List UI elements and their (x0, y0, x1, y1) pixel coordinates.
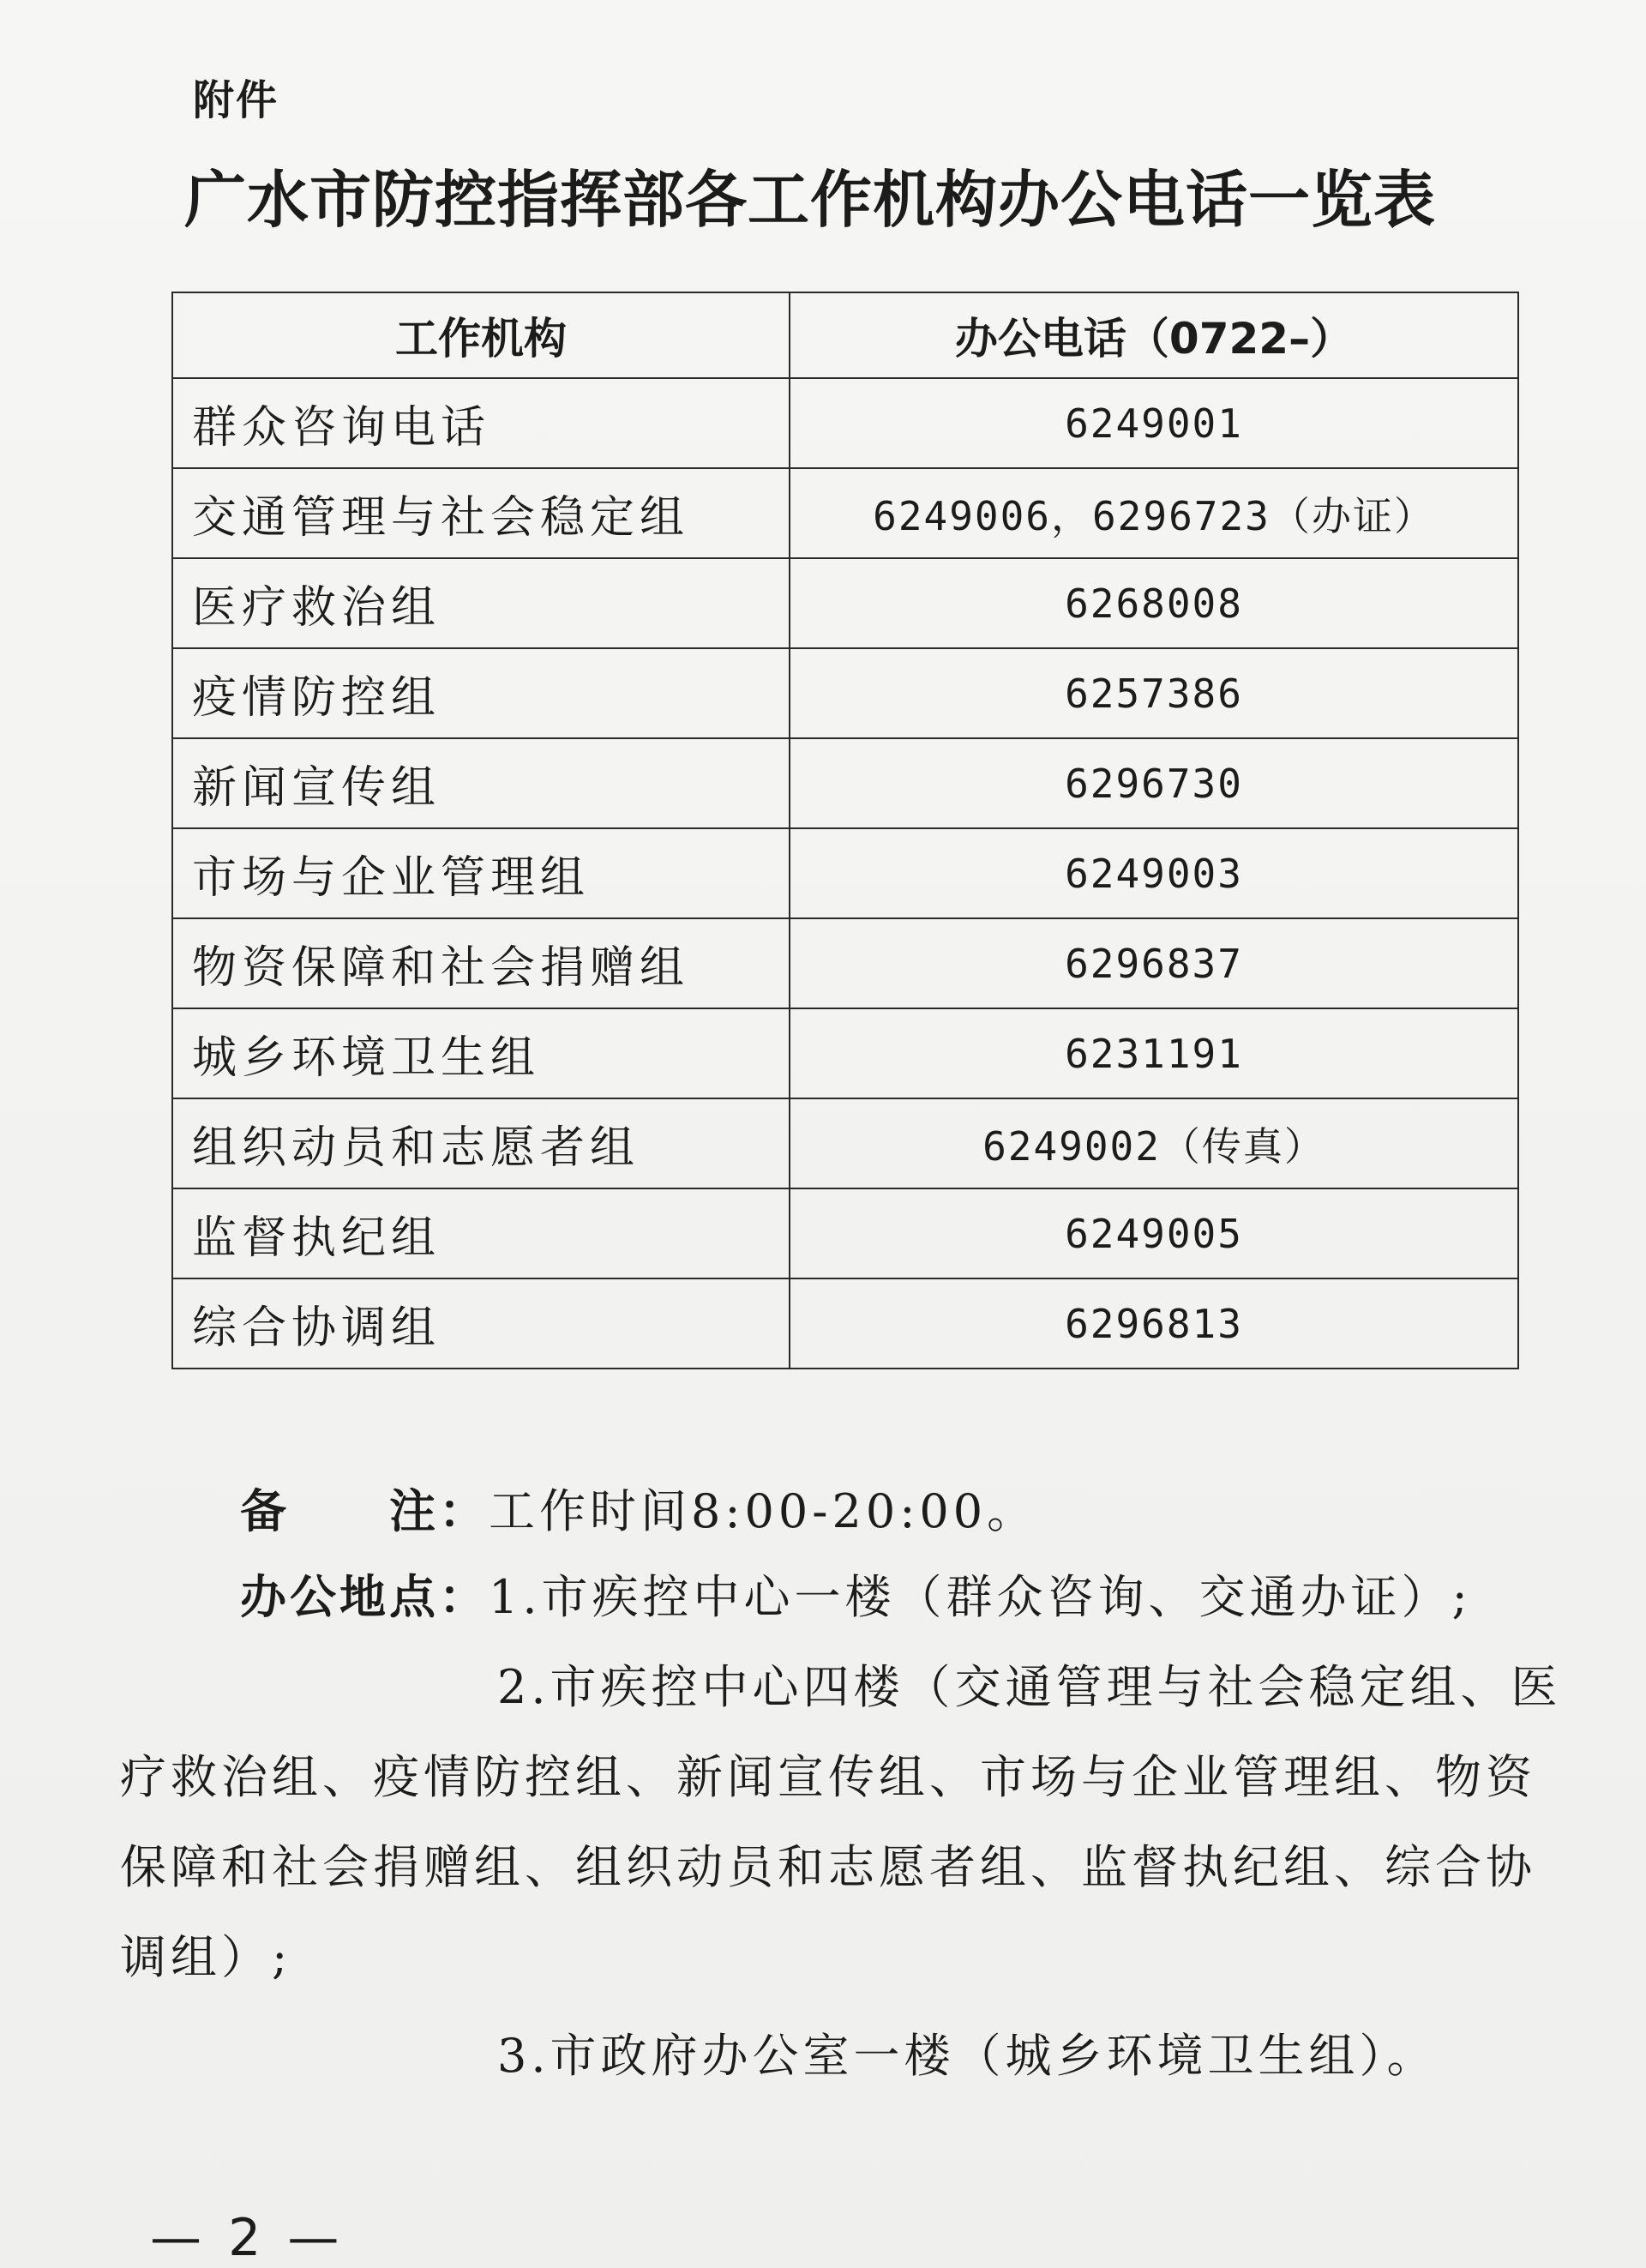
phone-cell: 6249001 (790, 378, 1518, 468)
location-line-4 (120, 1831, 1536, 1897)
phone-cell: 6268008 (790, 558, 1518, 648)
table-row (172, 1098, 1518, 1188)
location-line-2 (497, 1651, 1562, 1717)
organization-cell: 疫情防控组 (172, 648, 790, 738)
page-title: 广水市防控指挥部各工作机构办公电话一览表 (184, 164, 1437, 236)
location-line-5 (120, 1921, 291, 1987)
attachment-label: 附件 (193, 76, 279, 124)
location-item-continued: 保障和社会捐赠组、组织动员和志愿者组、监督执纪组、综合协 (120, 1840, 1536, 1894)
phone-cell: 6249002（传真） (790, 1098, 1518, 1188)
phone-cell: 6296813 (790, 1278, 1518, 1369)
column-header-phone: 办公电话（0722–） (790, 292, 1518, 378)
location-item: 2.市疾控中心四楼（交通管理与社会稳定组、医 (497, 1660, 1562, 1714)
phone-cell: 6249006，6296723（办证） (790, 468, 1518, 558)
table-row (172, 558, 1518, 648)
phone-cell: 6296837 (790, 918, 1518, 1008)
table-row (172, 648, 1518, 738)
phone-cell: 6231191 (790, 1008, 1518, 1098)
table-row (172, 1188, 1518, 1278)
table-row (172, 468, 1518, 558)
remark-line (240, 1475, 1037, 1541)
organization-cell: 医疗救治组 (172, 558, 790, 648)
office-phone-table (171, 292, 1519, 1369)
location-item-continued: 调组）; (120, 1930, 292, 1984)
location-item: 1.市疾控中心一楼（群众咨询、交通办证）; (489, 1570, 1472, 1624)
remark-text: 工作时间8:00-20:00。 (489, 1484, 1038, 1538)
table-row (172, 828, 1518, 918)
organization-cell: 综合协调组 (172, 1278, 790, 1369)
page-number: — 2 — (150, 2208, 345, 2268)
table-row (172, 378, 1518, 468)
location-item: 3.市政府办公室一楼（城乡环境卫生组）。 (497, 2029, 1438, 2083)
table-header-row (172, 292, 1518, 378)
organization-cell: 监督执纪组 (172, 1188, 790, 1278)
organization-cell: 组织动员和志愿者组 (172, 1098, 790, 1188)
phone-cell: 6249005 (790, 1188, 1518, 1278)
location-label: 办公地点： (240, 1570, 489, 1624)
organization-cell: 新闻宣传组 (172, 738, 790, 828)
table-row (172, 918, 1518, 1008)
location-item-continued: 疗救治组、疫情防控组、新闻宣传组、市场与企业管理组、物资 (120, 1750, 1536, 1804)
phone-cell: 6257386 (790, 648, 1518, 738)
location-line-3 (120, 1741, 1536, 1807)
organization-cell: 交通管理与社会稳定组 (172, 468, 790, 558)
remark-label: 备 注： (240, 1484, 489, 1538)
phone-cell: 6296730 (790, 738, 1518, 828)
phone-cell: 6249003 (790, 828, 1518, 918)
column-header-organization: 工作机构 (172, 292, 790, 378)
organization-cell: 市场与企业管理组 (172, 828, 790, 918)
table-row (172, 1008, 1518, 1098)
table-row (172, 738, 1518, 828)
organization-cell: 物资保障和社会捐赠组 (172, 918, 790, 1008)
organization-cell: 城乡环境卫生组 (172, 1008, 790, 1098)
location-line-1 (240, 1561, 1472, 1627)
location-line-6 (497, 2019, 1438, 2085)
organization-cell: 群众咨询电话 (172, 378, 790, 468)
table-row (172, 1278, 1518, 1369)
